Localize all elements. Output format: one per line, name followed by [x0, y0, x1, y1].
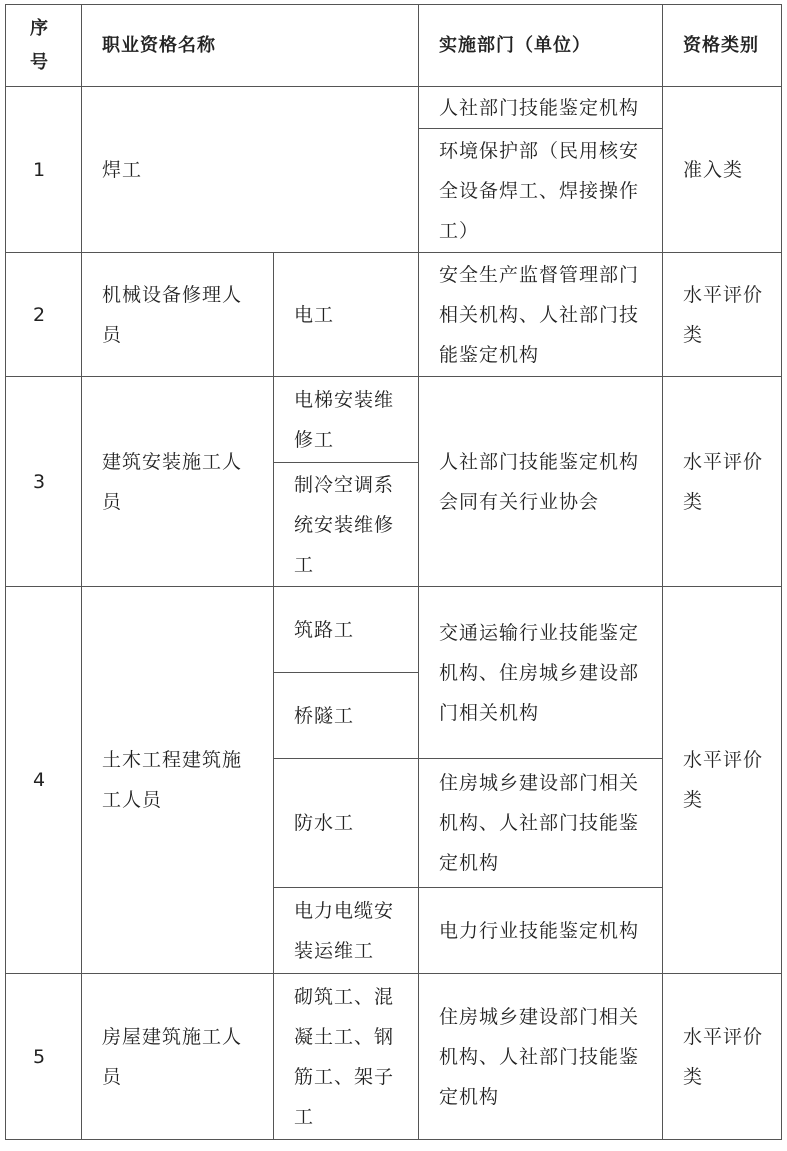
header-name: 职业资格名称: [102, 34, 216, 56]
row-3-sub-1: 电梯安装维 修工: [294, 388, 395, 451]
row-4-sub-3: 防水工: [294, 812, 355, 834]
row-1-name: 焊工: [102, 158, 143, 181]
row-2-dept-1: 安全生产监督管理部门 相关机构、人社部门技 能鉴定机构: [439, 263, 640, 366]
row-2-name: 机械设备修理人 员: [102, 283, 243, 346]
header-no: 序 号: [30, 17, 49, 73]
row-3-dept-1: 人社部门技能鉴定机构 会同有关行业协会: [439, 450, 640, 513]
table-border-right: [781, 4, 782, 1140]
row-3-category: 水平评价 类: [683, 450, 764, 513]
row-5-no: 5: [32, 1045, 47, 1068]
row-4-no: 4: [32, 769, 47, 791]
row-4-dept-3: 电力行业技能鉴定机构: [439, 919, 640, 942]
row-4-sub-4: 电力电缆安 装运维工: [294, 899, 395, 962]
row-4-sub-2: 桥隧工: [294, 704, 355, 727]
row-3-name: 建筑安装施工人 员: [102, 450, 243, 513]
row-2-sub-1: 电工: [294, 303, 335, 326]
row-2-no: 2: [32, 303, 47, 326]
row-4-dept-1: 交通运输行业技能鉴定 机构、住房城乡建设部 门相关机构: [439, 621, 640, 724]
table-border-bottom: [5, 1139, 782, 1140]
row-5-category: 水平评价 类: [683, 1025, 764, 1088]
row-4-category: 水平评价 类: [683, 749, 764, 811]
row-5-name: 房屋建筑施工人 员: [102, 1025, 243, 1088]
row-3-no: 3: [32, 470, 47, 493]
row-3-sub-2: 制冷空调系 统安装维修 工: [294, 473, 395, 576]
header-dept: 实施部门（单位）: [439, 34, 591, 56]
row-4-sub-1: 筑路工: [294, 618, 355, 641]
row-5-sub-1: 砌筑工、混 凝土工、钢 筋工、架子 工: [294, 985, 395, 1128]
row-2-category: 水平评价 类: [683, 283, 764, 346]
row-1-no: 1: [32, 158, 47, 181]
row-5-dept-1: 住房城乡建设部门相关 机构、人社部门技能鉴 定机构: [439, 1005, 640, 1108]
row-4-name: 土木工程建筑施 工人员: [102, 749, 243, 811]
row-1-category: 准入类: [683, 158, 744, 181]
row-1-dept-2: 环境保护部（民用核安 全设备焊工、焊接操作 工）: [439, 139, 640, 242]
row-4-dept-2: 住房城乡建设部门相关 机构、人社部门技能鉴 定机构: [439, 772, 640, 874]
header-category: 资格类别: [683, 34, 759, 56]
row-1-dept-1: 人社部门技能鉴定机构: [439, 96, 640, 119]
